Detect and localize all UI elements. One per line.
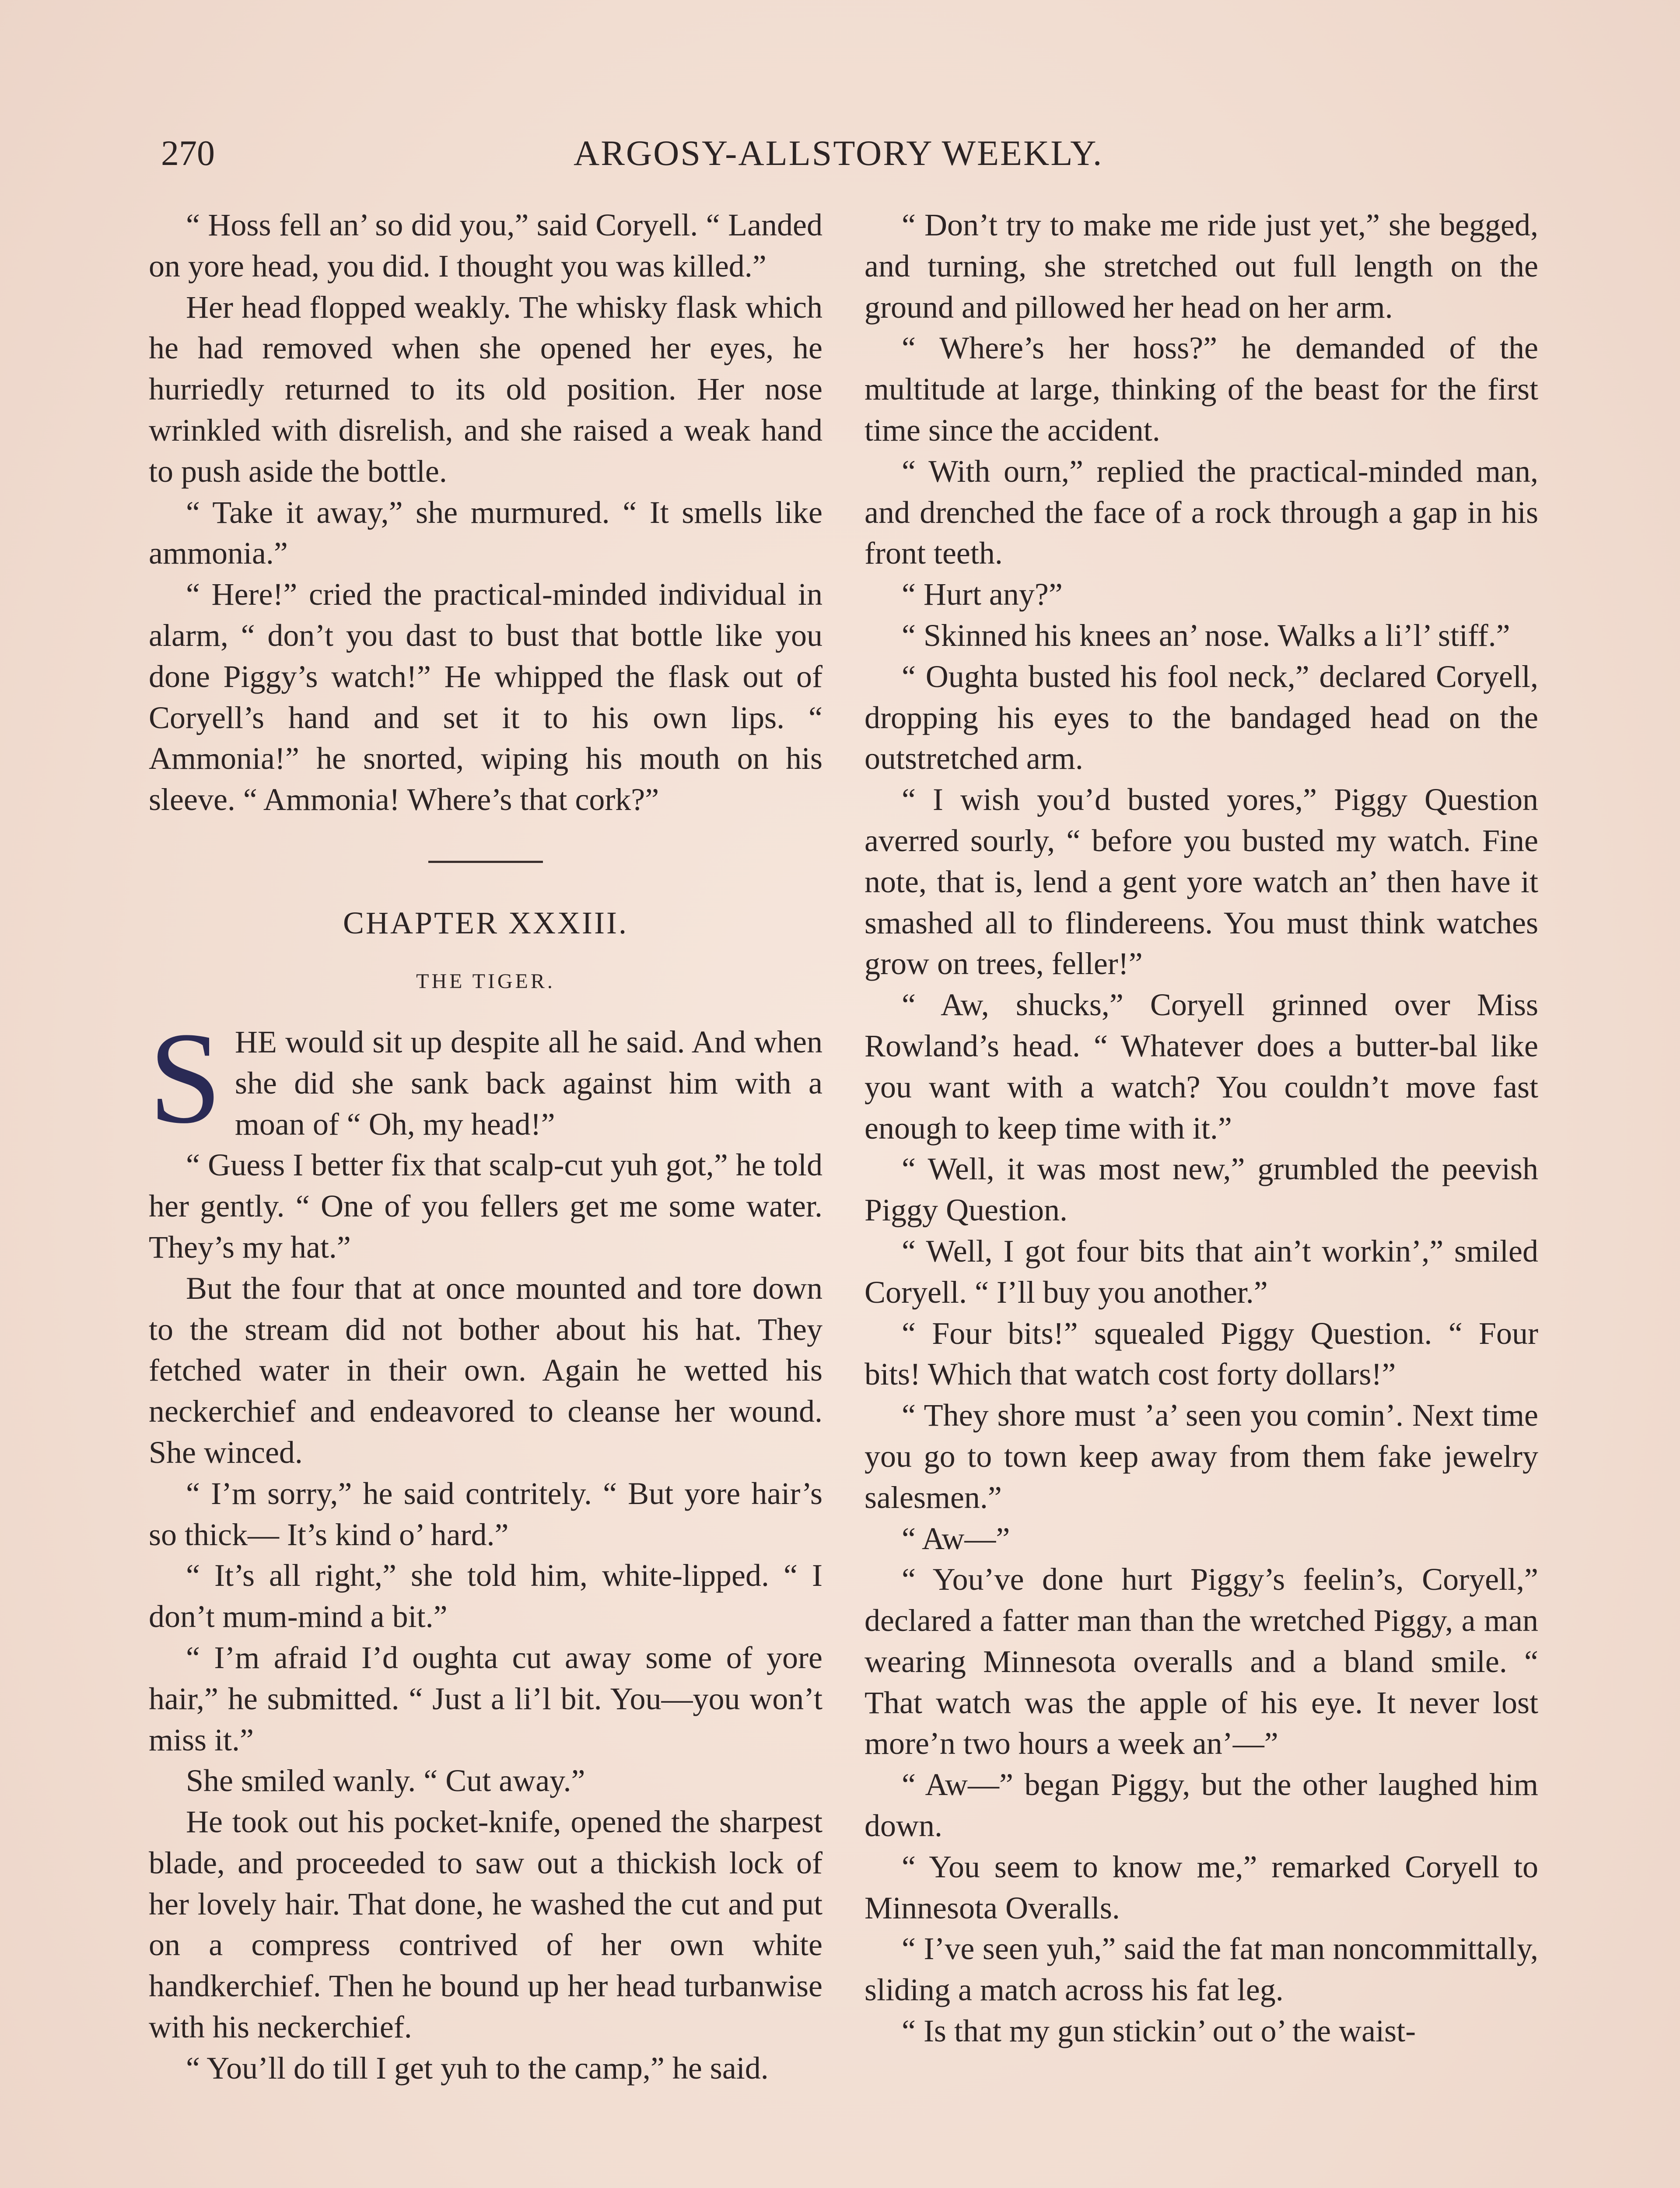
paragraph: “ Hurt any?” (902, 577, 1063, 612)
paragraph: “ Aw—” (902, 1521, 1010, 1556)
paragraph: “ With ourn,” replied the practical-minded man, and drenched the face of a rock through a gap in his front teeth. (864, 453, 1538, 571)
page-number: 270 (161, 133, 215, 173)
left-column (149, 205, 822, 2089)
paragraph: “ Oughta busted his fool neck,” declared Coryell, dropping his eyes to the bandaged head on the outstretched arm. (864, 659, 1538, 776)
paragraph: “ Well, it was most new,” grumbled the peevish Piggy Question. (864, 1151, 1538, 1228)
paragraph: She smiled wanly. “ Cut away.” (186, 1763, 585, 1799)
paragraph: “ Well, I got four bits that ain’t workin’,” smiled Coryell. “ I’ll buy you another.” (864, 1233, 1538, 1310)
paragraph: “ You’ll do till I get yuh to the camp,” he said. (186, 2050, 769, 2086)
paragraph: But the four that at once mounted and tore down to the stream did not bother about his hat. They fetched water in their own. Again he wetted his neckerchief and endeavored to cleanse her wound. She winced. (149, 1270, 822, 1470)
opening-paragraph (149, 1005, 822, 1150)
paragraph: He took out his pocket-knife, opened the sharpest blade, and proceeded to saw out a thickish lock of her lovely hair. That done, he washed the cut and put on a compress contrived of her own white handkerchief. Then he bound up her head turbanwise with his neckerchief. (149, 1804, 822, 2045)
section-divider (428, 861, 543, 863)
opening-text: HE would sit up despite all he said. And when she did she sank back against him with a moan of “ Oh, my head!” (234, 1024, 822, 1142)
paragraph: “ I’m afraid I’d oughta cut away some of yore hair,” he submitted. “ Just a li’l bit. You—you won’t miss it.” (149, 1640, 822, 1757)
paragraph: “ You’ve done hurt Piggy’s feelin’s, Coryell,” declared a fatter man than the wretched Piggy, a man wearing Minnesota overalls and a bland smile. “ That watch was the apple of his eye. It never lost more’n two hours a week an’—” (864, 1562, 1538, 1761)
paragraph: “ Hoss fell an’ so did you,” said Coryell. “ Landed on yore head, you did. I thought you was killed.” (149, 207, 822, 284)
paragraph: “ Aw, shucks,” Coryell grinned over Miss Rowland’s head. “ Whatever does a butter-bal like you want with a watch? You couldn’t move fast enough to keep time with it.” (864, 987, 1538, 1146)
paragraph: “ Skinned his knees an’ nose. Walks a li’l’ stiff.” (902, 617, 1510, 653)
paragraph: “ Aw—” began Piggy, but the other laughed him down. (864, 1767, 1538, 1844)
running-title: ARGOSY-ALLSTORY WEEKLY. (574, 133, 1103, 173)
paragraph: “ I’ve seen yuh,” said the fat man noncommittally, sliding a match across his fat leg. (864, 1931, 1538, 2008)
paragraph: “ I’m sorry,” he said contritely. “ But yore hair’s so thick— It’s kind o’ hard.” (149, 1476, 822, 1552)
paragraph: “ Four bits!” squealed Piggy Question. “ Four bits! Which that watch cost forty dollars!” (864, 1315, 1538, 1392)
paragraph: Her head flopped weakly. The whisky flask which he had removed when she opened her eyes, he hurriedly returned to its old position. Her nose wrinkled with disrelish, and she raised a weak hand to push aside the bottle. (149, 289, 822, 489)
page-header (161, 129, 1137, 177)
paragraph: “ Guess I better fix that scalp-cut yuh got,” he told her gently. “ One of you fellers get me some water. They’s my hat.” (149, 1147, 822, 1265)
paragraph: “ Where’s her hoss?” he demanded of the multitude at large, thinking of the beast for the first time since the accident. (864, 330, 1538, 448)
drop-cap: S (149, 1005, 222, 1150)
paragraph: “ Here!” cried the practical-minded individual in alarm, “ don’t you dast to bust that bottle like you done Piggy’s watch!” He whipped the flask out of Coryell’s hand and set it to his own lips. “ Ammonia!” he snorted, wiping his mouth on his sleeve. “ Ammonia! Where’s that cork?” (149, 577, 822, 817)
right-column (864, 205, 1538, 2052)
paragraph: “ You seem to know me,” remarked Coryell to Minnesota Overalls. (864, 1849, 1538, 1925)
paragraph: “ It’s all right,” she told him, white-lipped. “ I don’t mum-mind a bit.” (149, 1558, 822, 1634)
chapter-heading: CHAPTER XXXIII. (343, 905, 628, 940)
chapter-subtitle: THE TIGER. (416, 969, 555, 993)
paragraph: “ They shore must ’a’ seen you comin’. Next time you go to town keep away from them fake jewelry salesmen.” (864, 1398, 1538, 1515)
paragraph: “ Is that my gun stickin’ out o’ the waist- (902, 2013, 1416, 2049)
paragraph: “ Don’t try to make me ride just yet,” she begged, and turning, she stretched out full length on the ground and pillowed her head on her arm. (864, 207, 1538, 325)
paragraph: “ Take it away,” she murmured. “ It smells like ammonia.” (149, 494, 822, 571)
paragraph: “ I wish you’d busted yores,” Piggy Question averred sourly, “ before you busted my watch. Fine note, that is, lend a gent yore watch an’ then have it smashed all to flindereens. You must think watches grow on trees, feller!” (864, 782, 1538, 982)
